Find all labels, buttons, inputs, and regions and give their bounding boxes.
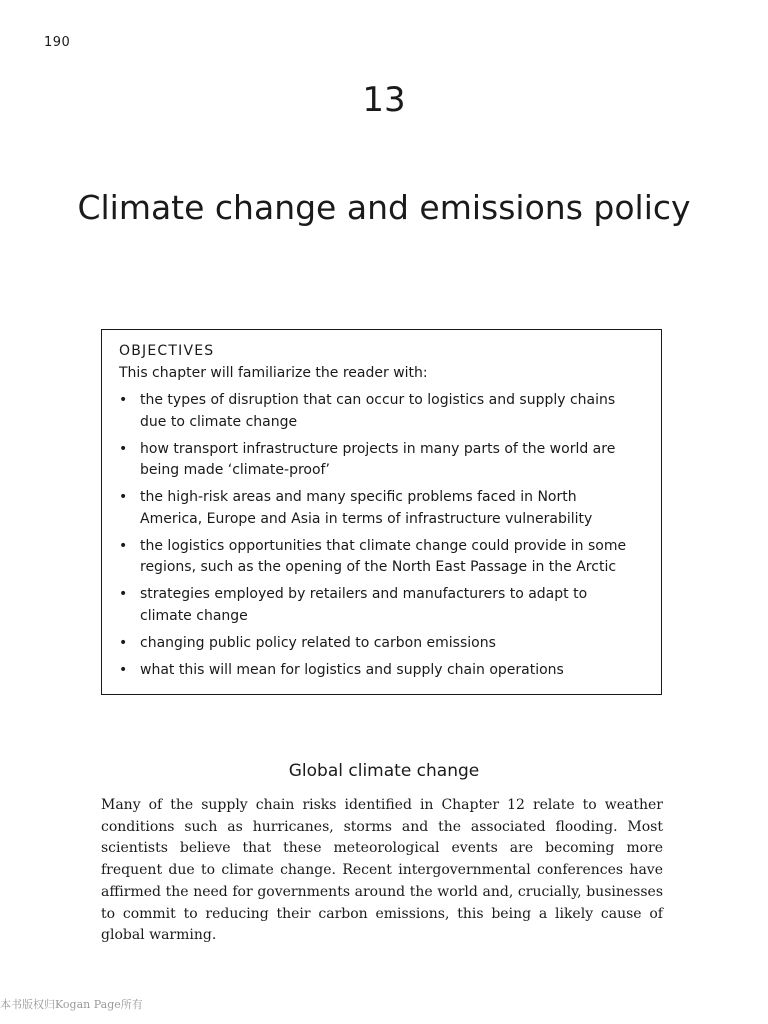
objectives-heading: OBJECTIVES (119, 343, 215, 359)
page-number: 190 (44, 35, 71, 50)
objectives-box (101, 329, 662, 695)
objective-text: what this will mean for logistics and supply chain operations (140, 661, 564, 678)
chapter-number: 13 (362, 80, 406, 120)
objective-text: the high-risk areas and many specific problems faced in North America, Europe and Asia in terms of infrastructure vulnerability (140, 489, 593, 527)
objective-item (119, 439, 643, 482)
objective-item (119, 536, 643, 579)
bullet-icon: • (119, 440, 128, 457)
objective-text: changing public policy related to carbon emissions (140, 634, 496, 651)
watermark-text: 本书版权归Kogan Page所有 (0, 998, 143, 1011)
objective-text: the logistics opportunities that climate change could provide in some regions, such as the opening of the North East Passage in the Arctic (140, 537, 627, 575)
objective-item (119, 633, 643, 655)
bullet-icon: • (119, 537, 128, 554)
objective-text: how transport infrastructure projects in many parts of the world are being made ‘climate-proof’ (140, 440, 616, 478)
objective-item (119, 487, 643, 530)
objective-text: the types of disruption that can occur to logistics and supply chains due to climate change (140, 392, 616, 430)
objective-item (119, 390, 643, 433)
objectives-intro: This chapter will familiarize the reader with: (119, 365, 428, 381)
chapter-title: Climate change and emissions policy (77, 188, 691, 227)
bullet-icon: • (119, 489, 128, 505)
objective-item (119, 584, 643, 627)
objective-text: strategies employed by retailers and manufacturers to adapt to climate change (140, 586, 588, 624)
bullet-icon: • (119, 392, 128, 408)
section-heading: Global climate change (288, 761, 480, 781)
bullet-icon: • (119, 661, 128, 678)
bullet-icon: • (119, 634, 128, 651)
objectives-list (119, 390, 643, 681)
objective-item (119, 660, 643, 682)
body-paragraph: Many of the supply chain risks identified in Chapter 12 relate to weather conditions such as hurricanes, storms and the associated flooding. Most scientists believe that these meteorological events are becoming more frequent due to climate change. Recent intergovernmental conferences have affirmed the need for governments around the world and, crucially, businesses to commit to reducing their carbon emissions, this being a likely cause of global warming. (101, 797, 663, 944)
bullet-icon: • (119, 586, 128, 602)
